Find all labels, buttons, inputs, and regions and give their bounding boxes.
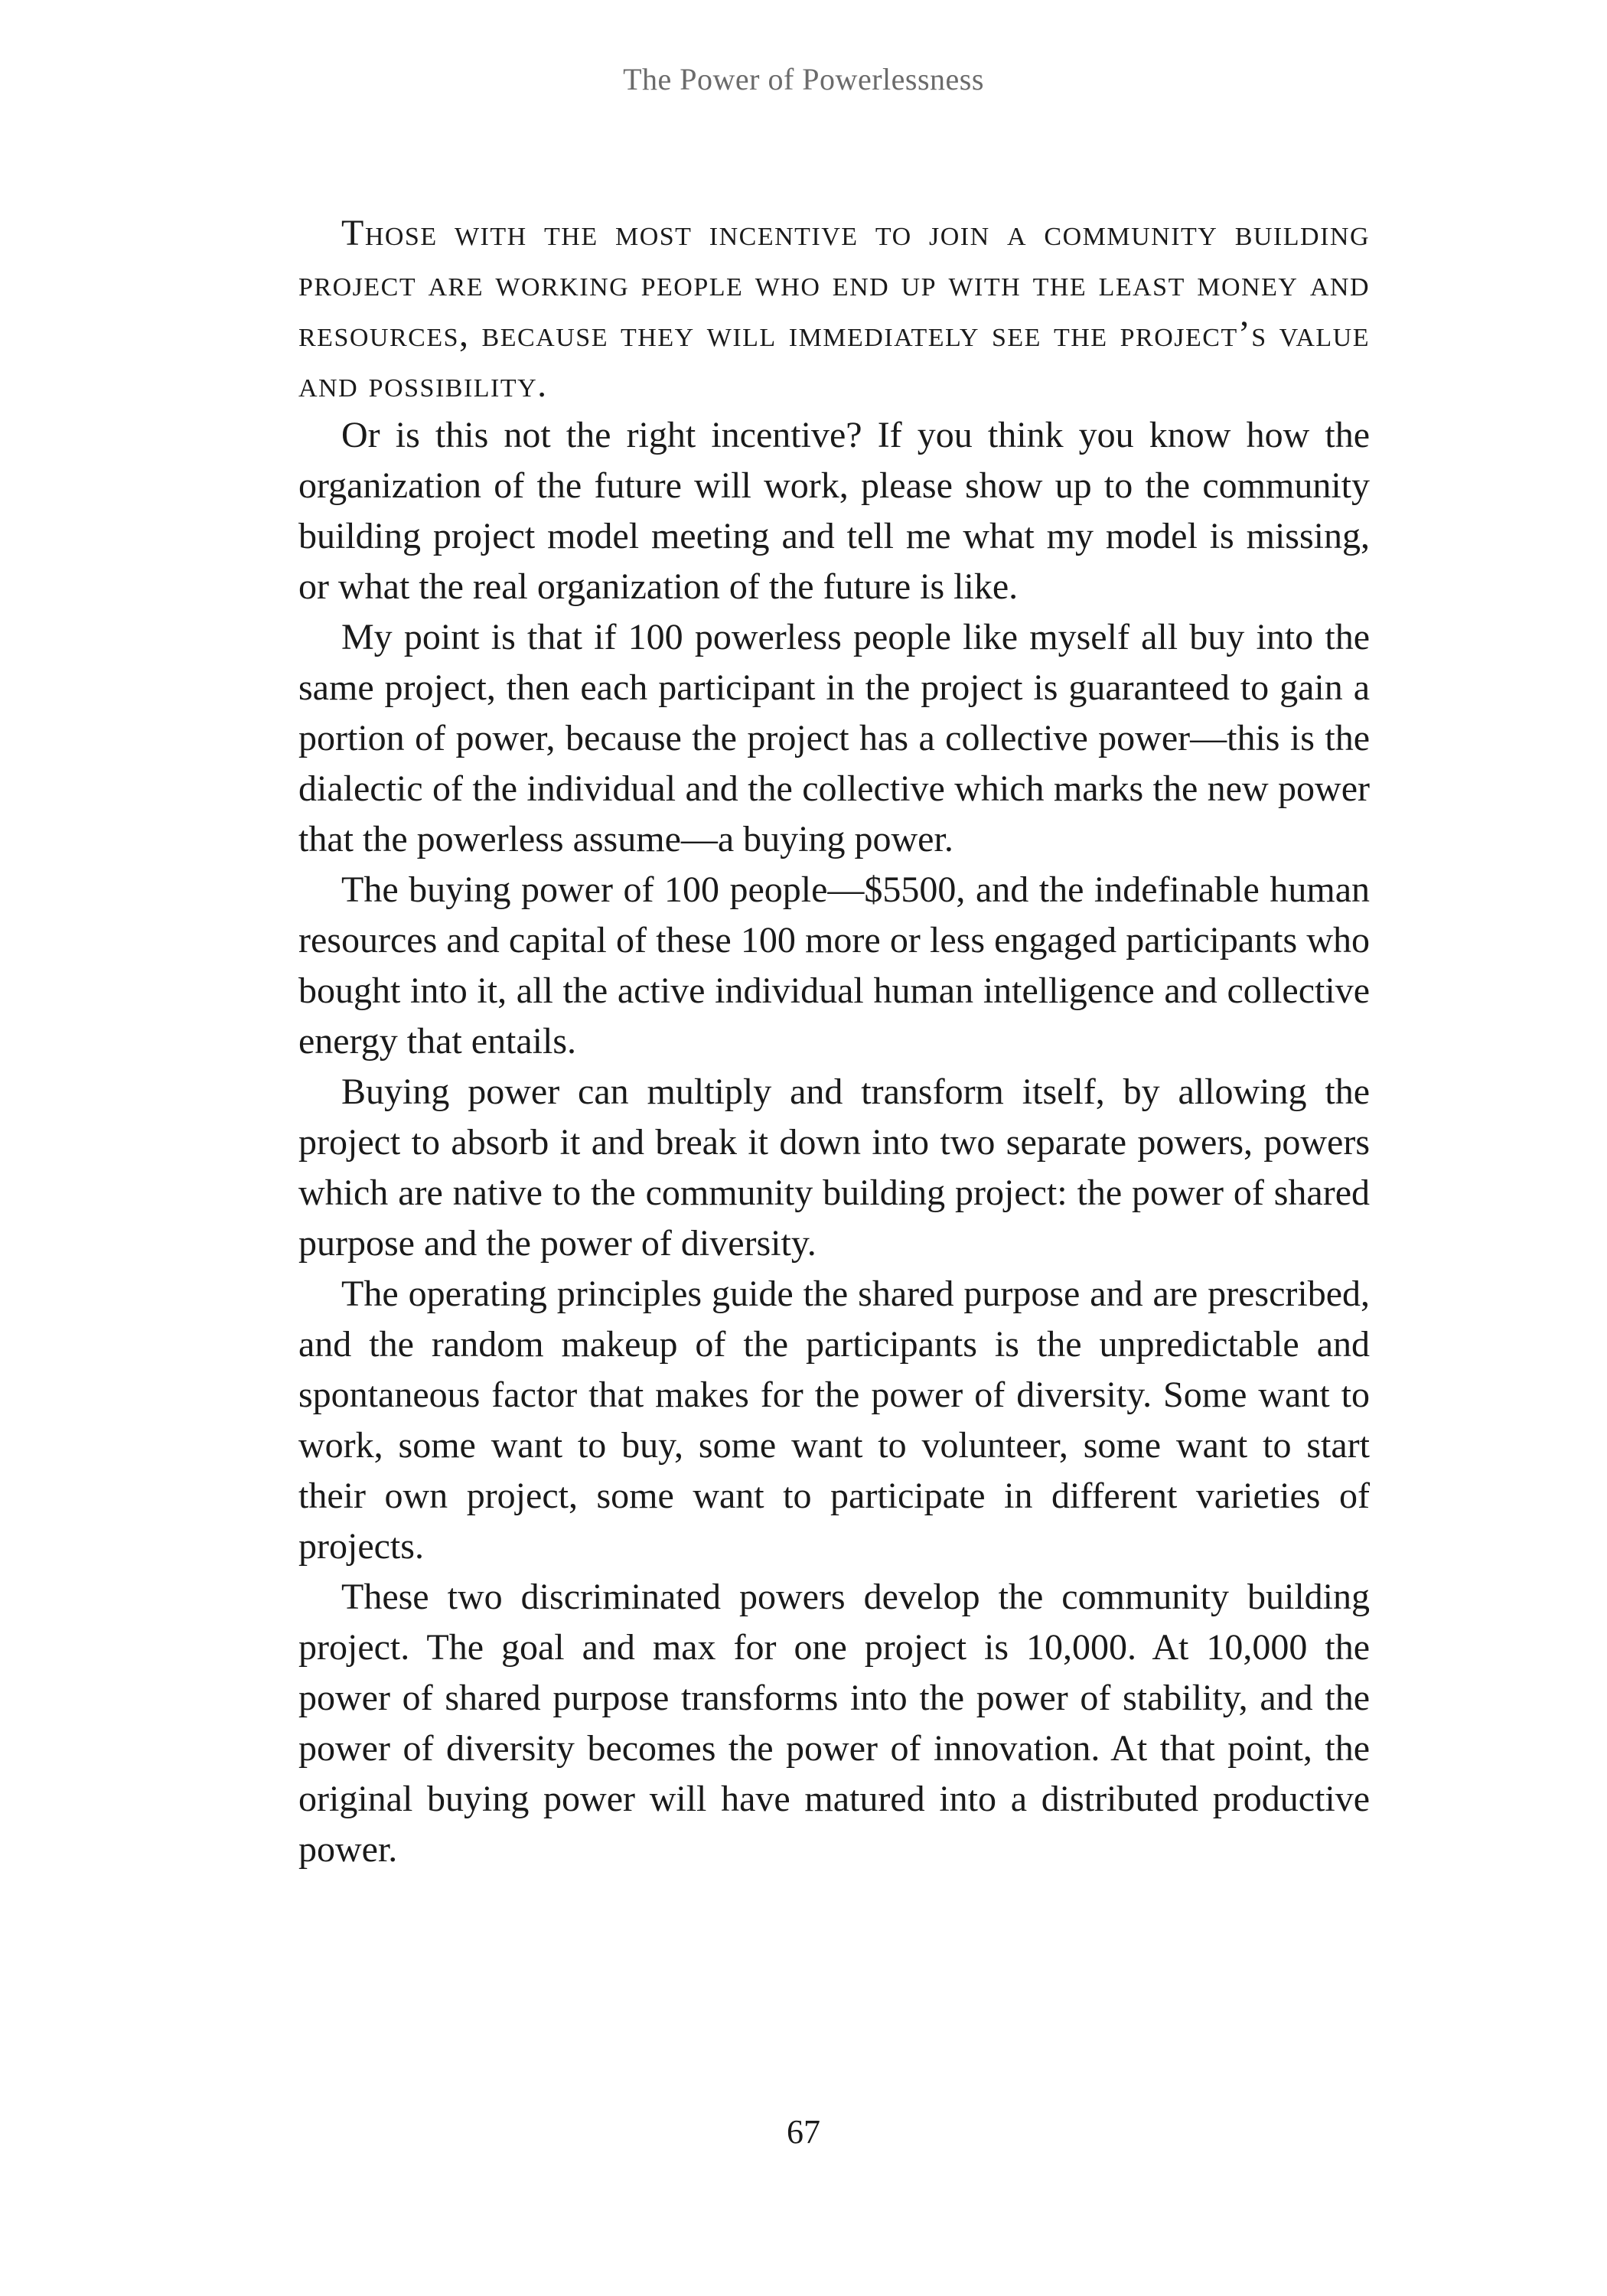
running-header: The Power of Powerlessness bbox=[623, 62, 984, 96]
paragraph-discriminated-powers: These two discriminated powers develop the community building project. The goal and max for one project is 10,000. At 10,000 the power of shared purpose transforms into the power of stability, and the power of diversity becomes the power of innovation. At that point, the original buying power will have matured into a distributed productive power. bbox=[298, 1577, 1370, 1870]
paragraph-operating-principles: The operating principles guide the shared purpose and are prescribed, and the random makeup of the participants is the unpredictable and spontaneous factor that makes for the power of diversity. Some want to work, some want to buy, some want to volunteer, some want to start their own project, some want to participate in different varieties of projects. bbox=[298, 1274, 1370, 1567]
paragraph-transform: Buying power can multiply and transform itself, by allowing the project to absorb it and break it down into two separate powers, powers which are native to the community building project: the power of shared purpose and the power of diversity. bbox=[298, 1071, 1370, 1264]
page-number: 67 bbox=[787, 2113, 820, 2151]
paragraph-incentive: Or is this not the right incentive? If you think you know how the organization of the future will work, please show up to the community building project model meeting and tell me what my model is missing, or what the real organization of the future is like. bbox=[298, 415, 1370, 607]
paragraph-collective-power: My point is that if 100 powerless people like myself all buy into the same project, then each participant in the project is guaranteed to gain a portion of power, because the project has a collective power—this is the dialectic of the individual and the collective which marks the new power that the powerless assume—a buying power. bbox=[298, 617, 1370, 859]
opening-paragraph: Those with the most incentive to join a community building project are working people who end up with the least money and resources, because they will immediately see the project’s value and possibility. bbox=[298, 213, 1370, 405]
body-text bbox=[298, 208, 1370, 1875]
paragraph-buying-power: The buying power of 100 people—$5500, and the indefinable human resources and capital of these 100 more or less engaged participants who bought into it, all the active individual human intelligence and collective energy that entails. bbox=[298, 869, 1370, 1062]
